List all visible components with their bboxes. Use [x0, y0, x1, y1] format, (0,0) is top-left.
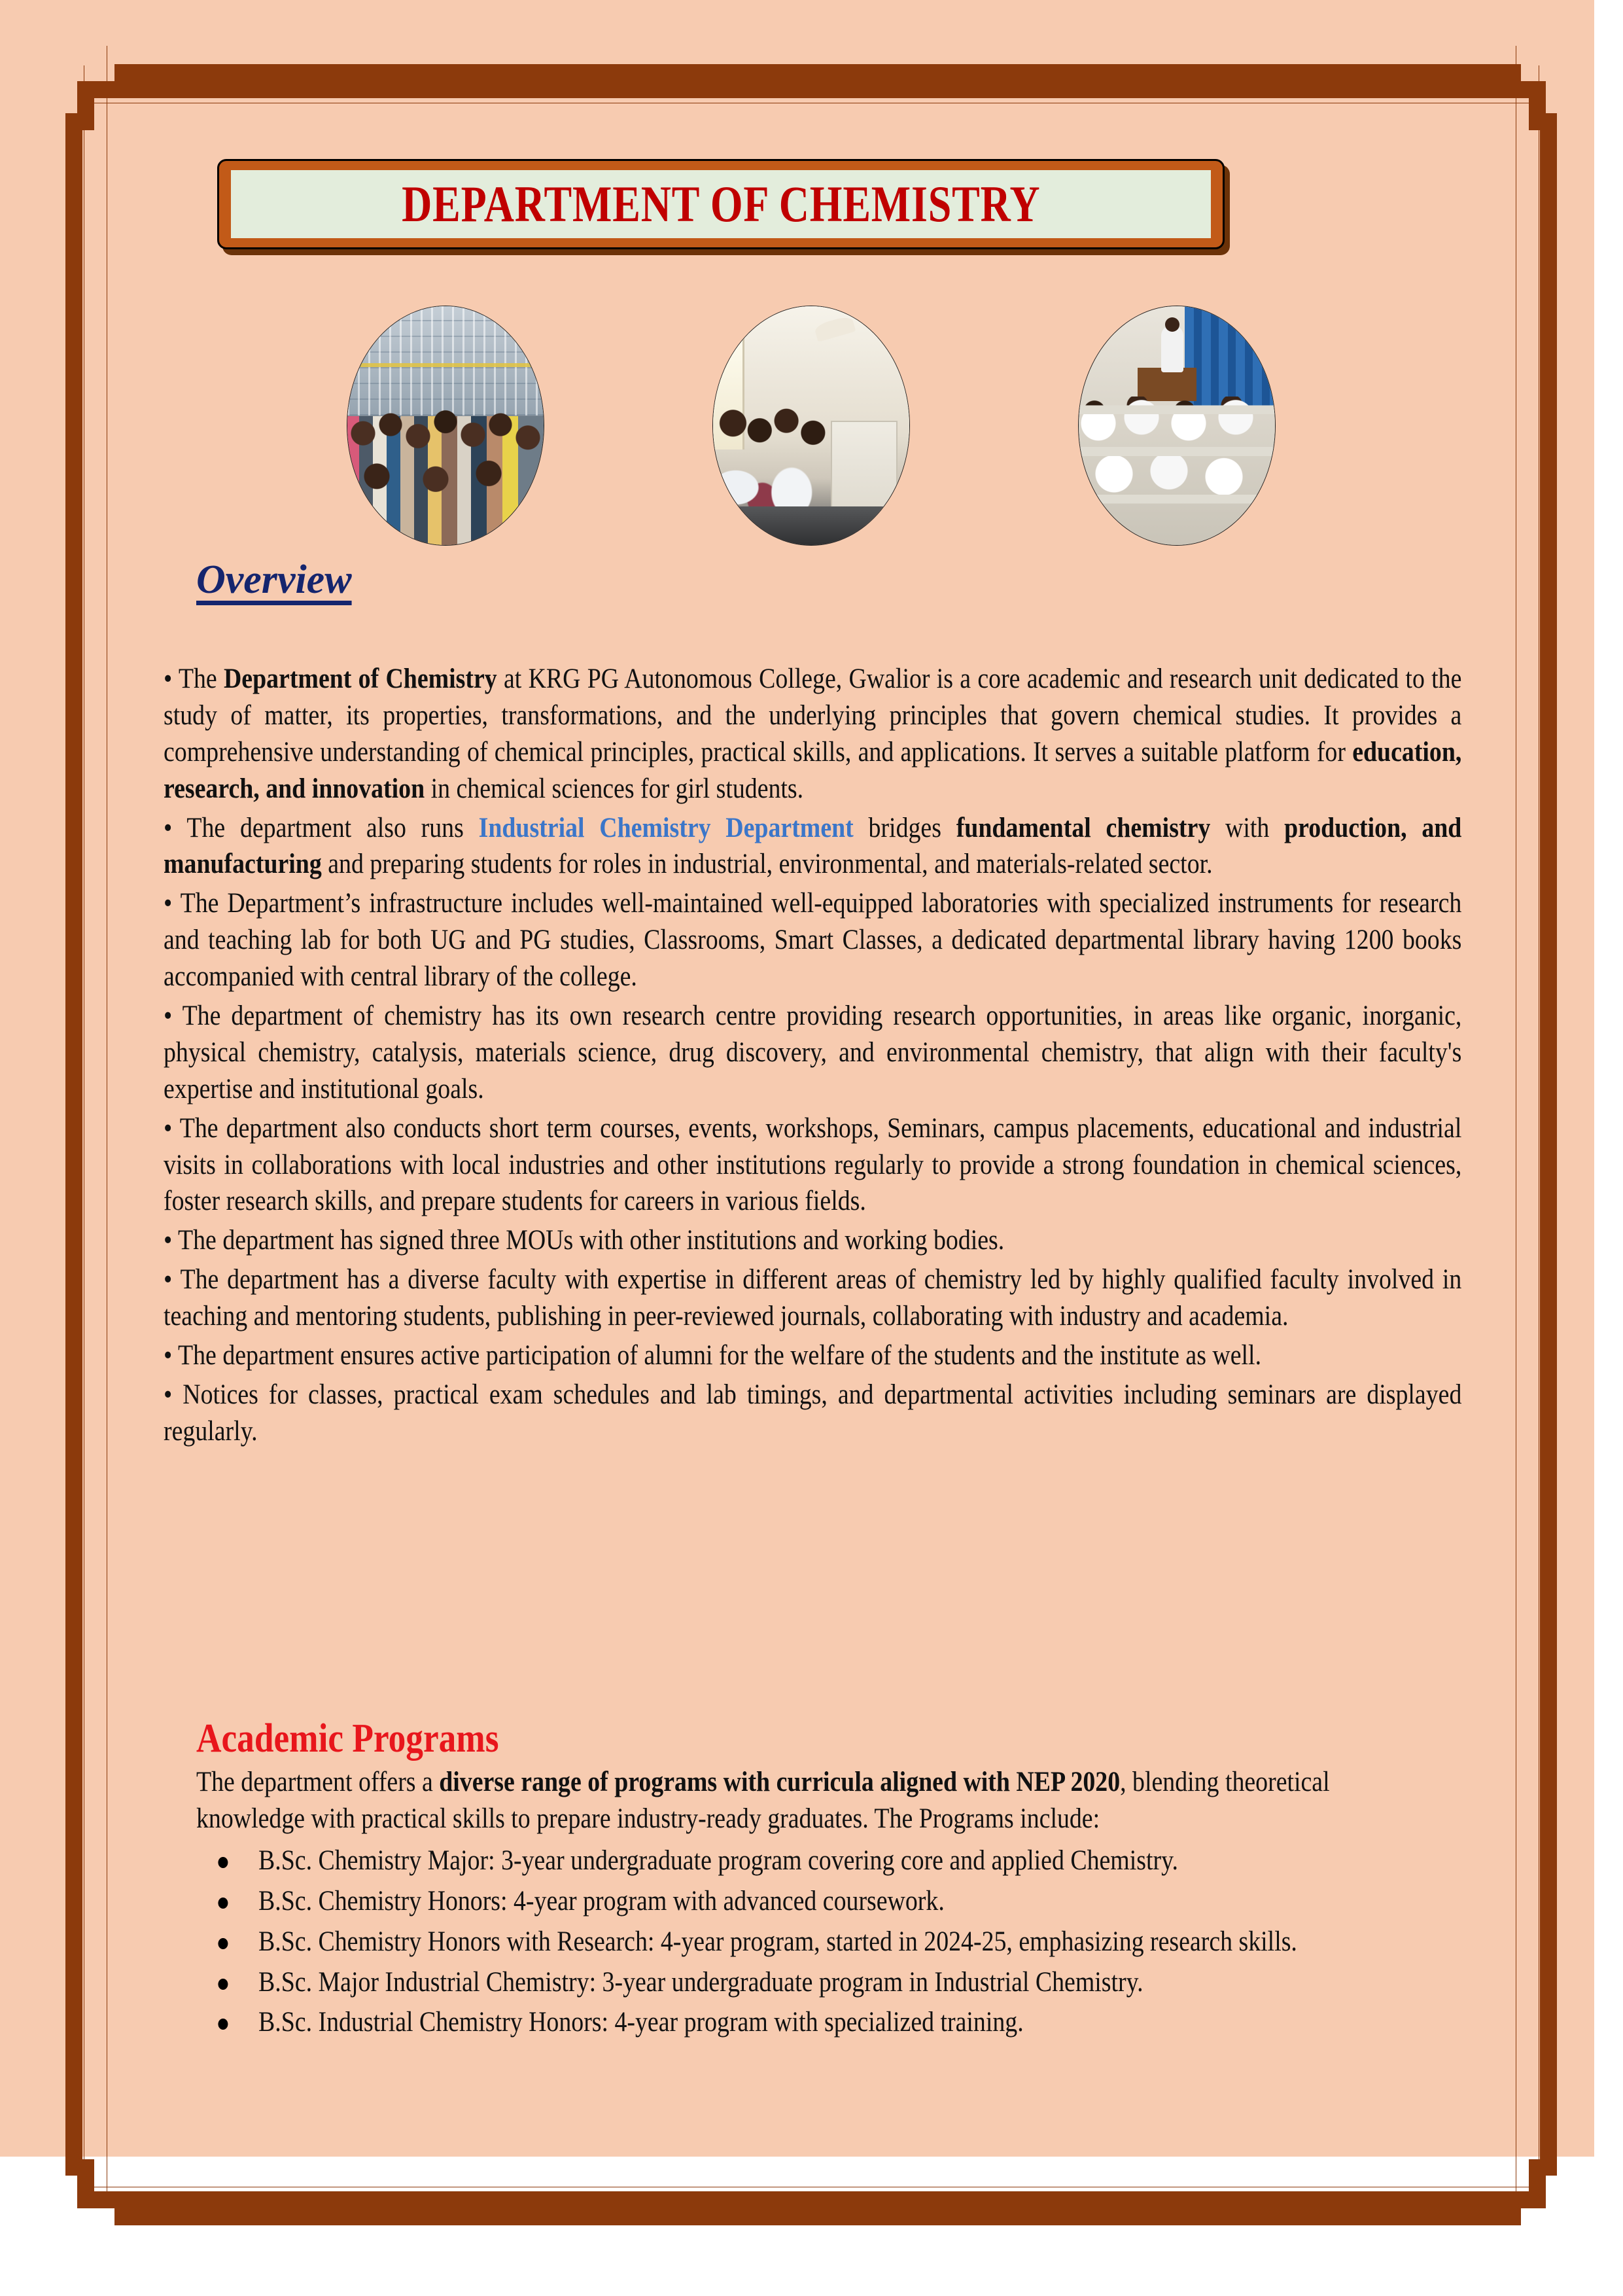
- bullet-icon: [218, 1938, 228, 1949]
- program-list-item: [196, 1924, 1425, 1960]
- laboratory-demonstration-photo: [712, 306, 910, 546]
- frame-border-bottom-inner: [77, 2191, 1546, 2208]
- emphasis-text: Department of Chemistry: [223, 663, 497, 694]
- title-plaque: [217, 159, 1225, 249]
- overview-body: [164, 661, 1462, 1453]
- frame-border-left-outer: [65, 113, 82, 2176]
- overview-paragraph: • The Department of Chemistry at KRG PG Autonomous College, Gwalior is a core academic and research unit dedicated to the study of matter, its properties, transformations, and the underlying principles that govern chemical studies. It provides a comprehensive understanding of chemical principles, practical skills, and applications. It serves a suitable platform for education, research, and innovation in chemical sciences for girl students.: [164, 663, 1462, 804]
- program-list-item-label: B.Sc. Major Industrial Chemistry: 3-year undergraduate program in Industrial Chemistry.: [258, 1966, 1143, 1998]
- overview-paragraph: • The department ensures active participation of alumni for the welfare of the students and the institute as well.: [164, 1340, 1262, 1371]
- frame-corner-top-right: [1529, 81, 1546, 130]
- academic-programs-intro: The department offers a diverse range of programs with curricula aligned with NEP 2020, blending theoretical knowledge with practical skills to prepare industry-ready graduates. The Programs include:: [196, 1767, 1330, 1834]
- emphasis-text: diverse range of programs with curricula aligned with NEP 2020: [439, 1767, 1121, 1798]
- classroom-seminar-photo: [1078, 306, 1276, 546]
- emphasis-text: production, and manufacturing: [164, 812, 1462, 880]
- overview-paragraph: • The department also runs Industrial Chemistry Department bridges fundamental chemistry with production, and manufacturing and preparing students for roles in industrial, environmental, and materials-related sector.: [164, 812, 1462, 880]
- frame-border-top-inner: [77, 81, 1546, 98]
- bullet-icon: [218, 2019, 228, 2030]
- frame-corner-top-left: [77, 81, 94, 130]
- overview-heading: Overview: [196, 557, 352, 602]
- frame-border-top-outer: [114, 64, 1521, 81]
- academic-programs-section: [196, 1718, 1426, 2045]
- title-plaque-inner: [231, 170, 1211, 238]
- program-list-item-label: B.Sc. Chemistry Honors: 4-year program with advanced coursework.: [258, 1885, 945, 1916]
- program-list-item: [196, 1883, 1425, 1920]
- industrial-visit-group-photo: [347, 306, 544, 546]
- program-list-item: [196, 1843, 1425, 1879]
- bullet-icon: [218, 1898, 228, 1909]
- bullet-icon: [218, 1857, 228, 1868]
- program-list-item: [196, 2004, 1425, 2041]
- frame-border-right-outer: [1540, 113, 1557, 2176]
- overview-paragraph: • The department of chemistry has its own research centre providing research opportunities, in areas like organic, inorganic, physical chemistry, catalysis, materials science, drug discovery, and environmental chemistry, that align with their faculty's expertise and institutional goals.: [164, 1000, 1462, 1104]
- page-title: DEPARTMENT OF CHEMISTRY: [401, 175, 1041, 232]
- program-list-item: [196, 1964, 1425, 2001]
- bullet-icon: [218, 1979, 228, 1990]
- emphasis-text: education, research, and innovation: [164, 736, 1462, 804]
- overview-paragraph: • The Department’s infrastructure includes well-maintained well-equipped laboratories with specialized instruments for research and teaching lab for both UG and PG studies, Classrooms, Smart Classes, a dedicated departmental library having 1200 books accompanied with central library of the college.: [164, 888, 1462, 993]
- academic-programs-list: [196, 1843, 1426, 2041]
- overview-paragraph: • The department has signed three MOUs with other institutions and working bodies.: [164, 1225, 1005, 1256]
- overview-paragraph: • The department also conducts short term courses, events, workshops, Seminars, campus placements, educational and industrial visits in collaborations with local industries and other institutions regularly to provide a strong foundation in chemical sciences, foster research skills, and prepare students for careers in various fields.: [164, 1112, 1462, 1217]
- photo-strip: [347, 298, 1276, 553]
- industrial-chemistry-highlight: Industrial Chemistry Department: [478, 812, 854, 843]
- frame-border-bottom-outer: [114, 2208, 1521, 2225]
- program-list-item-label: B.Sc. Chemistry Honors with Research: 4-year program, started in 2024-25, emphasizing research skills.: [258, 1926, 1297, 1957]
- overview-paragraph: • The department has a diverse faculty with expertise in different areas of chemistry led by highly qualified faculty involved in teaching and mentoring students, publishing in peer-reviewed journals, collaborating with industry and academia.: [164, 1264, 1462, 1332]
- overview-paragraph: • Notices for classes, practical exam schedules and lab timings, and departmental activities including seminars are displayed regularly.: [164, 1379, 1462, 1447]
- academic-programs-heading: Academic Programs: [196, 1716, 499, 1761]
- program-list-item-label: B.Sc. Chemistry Major: 3-year undergraduate program covering core and applied Chemistry.: [258, 1845, 1179, 1876]
- program-list-item-label: B.Sc. Industrial Chemistry Honors: 4-year program with specialized training.: [258, 2007, 1024, 2038]
- emphasis-text: fundamental chemistry: [956, 812, 1211, 843]
